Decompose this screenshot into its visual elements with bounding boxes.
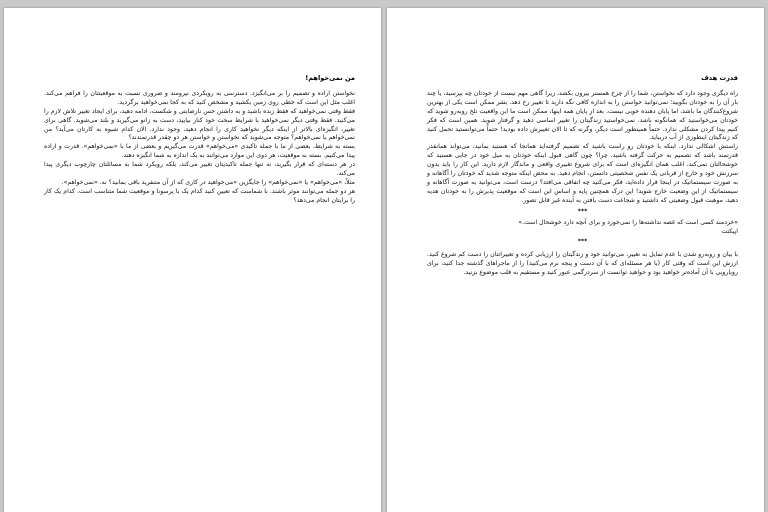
paragraph: مثلاً، «می‌خواهم» یا «نمی‌خواهم» را جایگزین «می‌خواهید در کاری که از آن متنفرید باقی بمانید؟ نه. «نمی‌خواهم». — [61, 178, 355, 186]
paragraph: هر دو جمله می‌توانند موثر باشند. با شماست که تعیین کنید کدام یک با پرسونا و موقعیت شما متناسب است. کدام یک کار را برایتان انجام می‌دهد؟ — [44, 187, 355, 204]
quote-author: اپیکتت — [721, 227, 738, 235]
section-separator: *** — [577, 238, 588, 246]
page-content — [44, 74, 355, 206]
page-heading: قدرت هدف — [701, 74, 738, 82]
paragraph: با بیان و روبه‌رو شدن با عدم تمایل به تغییر، می‌توانید خود و زندگیتان را ارزیابی کرده و تغییراتتان را دست کم شروع کنید. ارزش این است که وقتی کار (یا هر مسئله‌ای که با آن دست و پنجه نرم می‌کنید) را از ماجراهای گذشته جدا کنید، برای رویارویی با آن آماده‌تر خواهید بود و خواهید توانست از سردرگمی عبور کنید و مستقیم به قلب موضوع بزنید. — [427, 251, 738, 277]
paragraph: نخواستن اراده و تصمیم را بر می‌انگیزد. دسترسی به رویکردی نیرومند و ضروری نسبت به موقعیتتان را فراهم می‌کند. اغلب مثل این است که خطی روی زمین بکشید و مشخص کنید که به کجا نمی‌خواهید برگردید. — [44, 89, 355, 106]
document-page-right — [387, 8, 764, 512]
document-page-left — [4, 8, 381, 512]
section-separator: *** — [577, 207, 588, 215]
paragraph: فقط وقتی نمی‌خواهید که فقط زنده باشید و به داشتن حس نارضایتی و شکست، ادامه دهید، برای ایجاد تغییر تلاش لازم را می‌کنید. فقط وقتی دیگر نمی‌خواهید با شرایط سخت خود کنار بیایید، دست به زانو می‌گیرید و بلند می‌شوید. گاهی برای تغییر، انگیزه‌ای بالاتر از اینکه دیگر نخواهید کاری را انجام دهید، وجود ندارد. الان کدام شیوه به کارتان می‌آید؟ من نمی‌خواهم یا نمی‌خواهم؟ متوجه می‌شوید که نخواستن و خواستن هر دو چقدر قدرتمندند؟ — [44, 107, 355, 142]
page-heading: من نمی‌خواهم! — [305, 74, 355, 82]
paragraph: در هر دسته‌ای که قرار بگیرید، نه تنها جمله تاکیدیتان تغییر می‌کند، بلکه رویکرد شما به مسائلتان چارچوب دیگری پیدا می‌کند. — [44, 161, 355, 178]
paragraph: بسته به شرایط، بعضی از ما با جمله تاکیدی «می‌خواهم» قدرت می‌گیریم و بعضی از ما با «نمی‌خواهم». قدرت و اراده پیدا می‌کنیم. بسته به موقعیت، هر دوی این موارد می‌توانند به یک اندازه به شما انگیزه دهند. — [44, 143, 355, 160]
quote-text: «خردمند کسی است که غصه نداشته‌ها را نمی‌خورد و برای آنچه دارد خوشحال است.» — [518, 218, 738, 226]
paragraph: راه دیگری وجود دارد که نخواستن، شما را از چرخ همستر بیرون بکشد، زیرا گاهی مهم نیست از خودتان چه بپرسید، یا چند بار آن را به خودتان بگویید؛ نمی‌توانید خواستن را به اندازه کافی نگه دارید تا تغییر رخ دهد. بشر ممکن است یکی از بهترین شروع‌کنندگان ما باشد، اما پایان دهنده خوبی نیست. بعد از پایان همه اینها، ممکن است ما این واقعیت تلخ روبه‌رو شوید که خودتان می‌خواستید که همانگونه باشد. نمی‌خواستید زندگیتان را تغییر اساسی دهید و گرفتار شوید. همین است که فکر کنیم پیدا کردن مشکلی ندارد. حتماً همینطور است دیگر، وگرنه که تا الان تغییرش داده بودید! حتماً می‌توانستید تحمل کنید که زندگیتان اینطوری از آب دربیاید. — [427, 89, 738, 142]
page-content — [427, 74, 738, 278]
paragraph: راستش اشکالی ندارد. اینکه با خودتان رو راست باشید که تصمیم گرفته‌اید همانجا که هستید بمانید، می‌تواند همانقدر قدرتمند باشد که تصمیم به حرکت گرفته باشید. چرا؟ چون گاهی قبول اینکه خودتان به میل خود در جایی هستید که خوشحالتان نمی‌کند، اغلب همان انگیزه‌ای است که برای شروع تغییری واقعی و ماندگار لازم دارید. این کار را باید بدون سرزنش خود و خارج از قربانی یک نفس شخصیتی دانستن، انجام دهید. به محض اینکه متوجه شدید که خودتان را آگاهانه و به صورت سیستماتیک در اینجا قرار داده‌اید، فکر می‌کنید چه اتفاقی می‌افتد؟ درست است، می‌توانید به صورت آگاهانه و سیستماتیک از این وضعیت خارج شوید! این درک همچنین پایه و اساس این است که موقعیت پذیرش را به خودتان هدیه دهید، موهبت قبول وضعیتی که داشتید و شجاعت دست یافتن به آینده غیر قابل تصور. — [427, 143, 738, 204]
